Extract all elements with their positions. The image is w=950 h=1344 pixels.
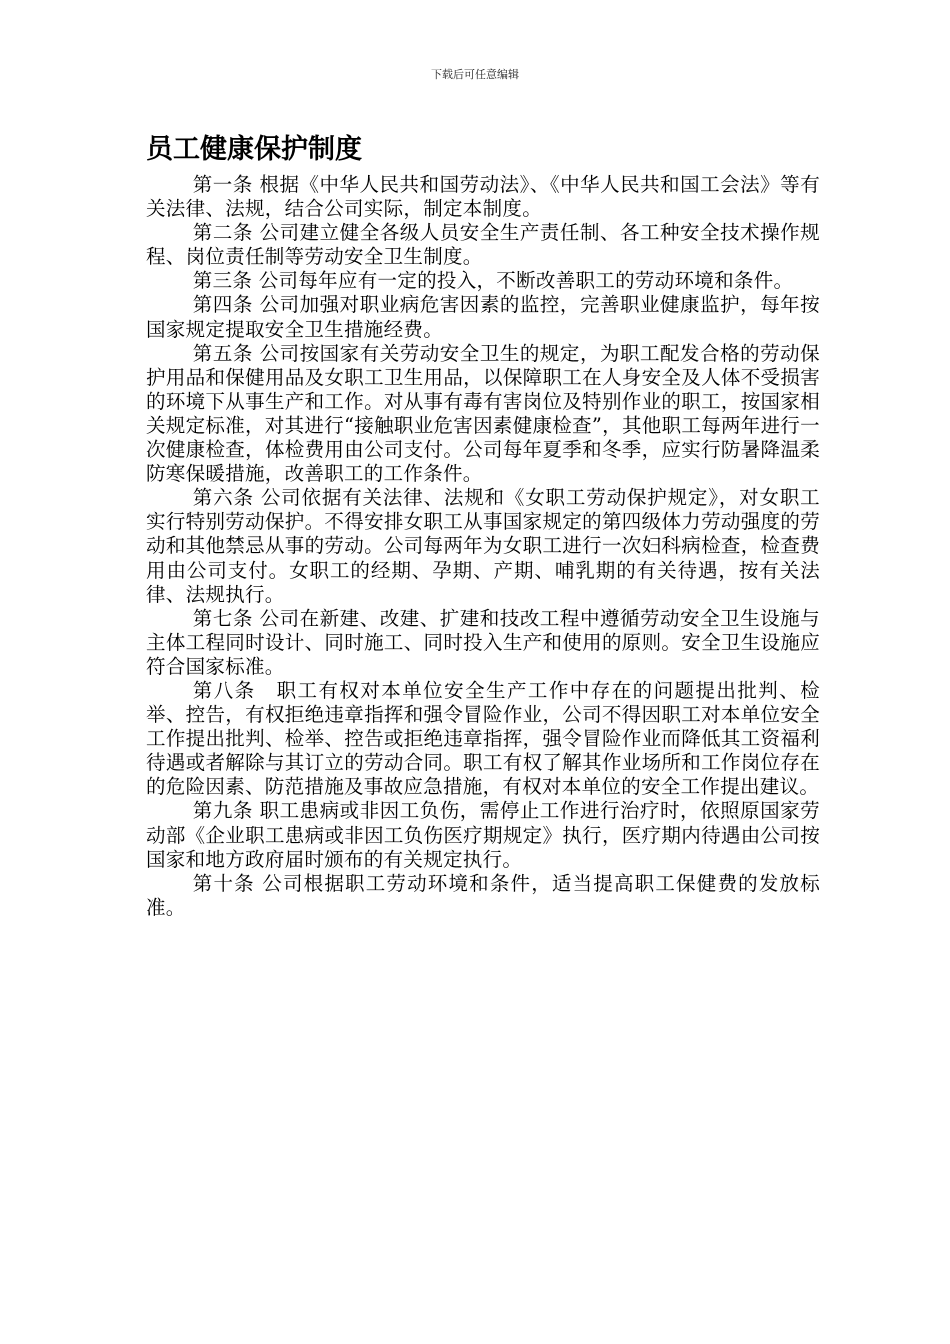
document-body [146, 173, 820, 920]
article-6: 第六条 公司依据有关法律、法规和《女职工劳动保护规定》，对女职工实行特别劳动保护。不得安排女职工从事国家规定的第四级体力劳动强度的劳动和其他禁忌从事的劳动。公司每两年为女职工进行一次妇科病检查，检查费用由公司支付。女职工的经期、孕期、产期、哺乳期的有关待遇，按有关法律、法规执行。 [146, 486, 820, 606]
article-5: 第五条 公司按国家有关劳动安全卫生的规定，为职工配发合格的劳动保护用品和保健用品及女职工卫生用品，以保障职工在人身安全及人体不受损害的环境下从事生产和工作。对从事有毒有害岗位及特别作业的职工，按国家相关规定标准，对其进行“接触职业危害因素健康检查”，其他职工每两年进行一次健康检查，体检费用由公司支付。公司每年夏季和冬季，应实行防暑降温柔防寒保暖措施，改善职工的工作条件。 [146, 341, 820, 486]
article-10: 第十条 公司根据职工劳动环境和条件，适当提高职工保健费的发放标准。 [146, 871, 820, 919]
document-title: 员工健康保护制度 [146, 134, 362, 165]
article-4: 第四条 公司加强对职业病危害因素的监控，完善职业健康监护，每年按国家规定提取安全卫生措施经费。 [146, 293, 820, 341]
article-7: 第七条 公司在新建、改建、扩建和技改工程中遵循劳动安全卫生设施与主体工程同时设计、同时施工、同时投入生产和使用的原则。安全卫生设施应符合国家标准。 [146, 606, 820, 678]
article-8: 第八条 职工有权对本单位安全生产工作中存在的问题提出批判、检举、控告，有权拒绝违章指挥和强令冒险作业，公司不得因职工对本单位安全工作提出批判、检举、控告或拒绝违章指挥，强令冒险作业而降低其工资福利待遇或者解除与其订立的劳动合同。职工有权了解其作业场所和工作岗位存在的危险因素、防范措施及事故应急措施，有权对本单位的安全工作提出建议。 [146, 678, 820, 799]
article-9: 第九条 职工患病或非因工负伤，需停止工作进行治疗时，依照原国家劳动部《企业职工患病或非因工负伤医疗期规定》执行，医疗期内待遇由公司按国家和地方政府届时颁布的有关规定执行。 [146, 799, 820, 871]
article-1: 第一条 根据《中华人民共和国劳动法》、《中华人民共和国工会法》等有关法律、法规，结合公司实际，制定本制度。 [146, 173, 820, 221]
header-note: 下载后可任意编辑 [431, 68, 519, 81]
article-2: 第二条 公司建立健全各级人员安全生产责任制、各工种安全技术操作规程、岗位责任制等劳动安全卫生制度。 [146, 221, 820, 269]
article-3: 第三条 公司每年应有一定的投入，不断改善职工的劳动环境和条件。 [192, 269, 794, 293]
